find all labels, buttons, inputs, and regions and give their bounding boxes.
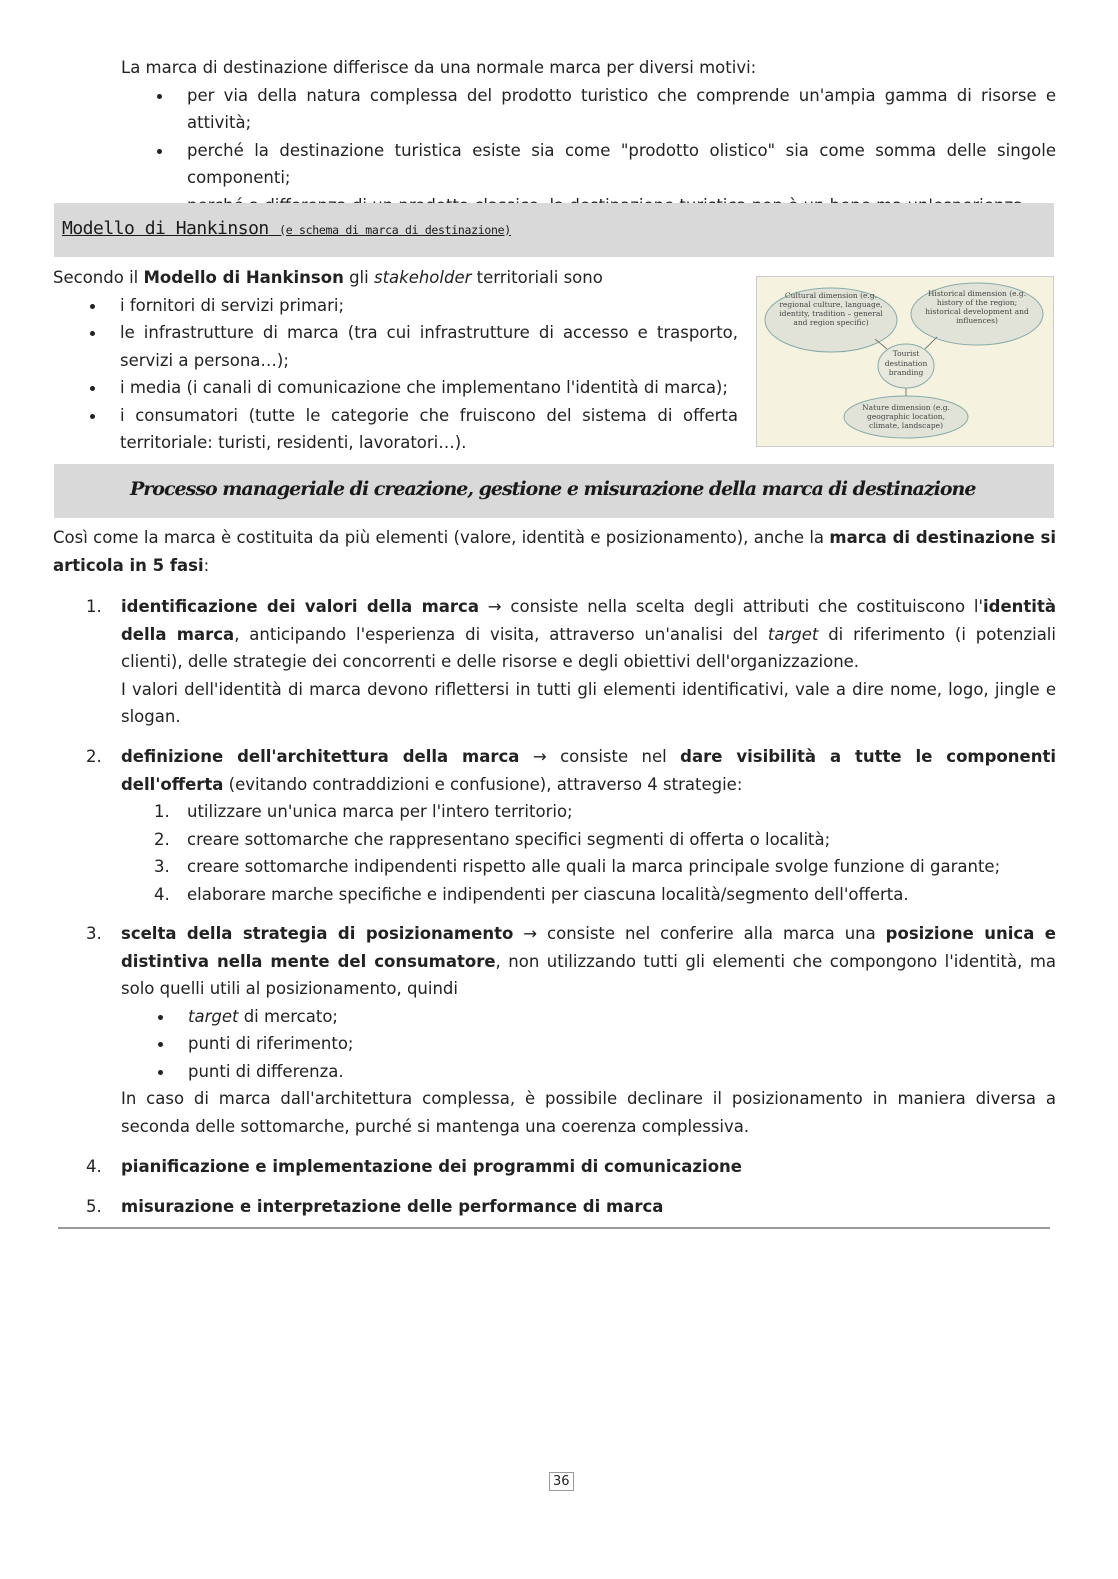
hankinson-lead-post: territoriali sono bbox=[471, 268, 603, 287]
step-2-text-a: consiste nel bbox=[560, 747, 681, 766]
step-1-title: identificazione dei valori della marca bbox=[121, 597, 479, 616]
strategy-2 bbox=[121, 826, 1056, 854]
step-2-number: 2. bbox=[86, 747, 102, 766]
hankinson-bullet-4: i consumatori (tutte le categorie che fruiscono del sistema di offerta territoriale: turisti, residenti, lavoratori…). bbox=[120, 402, 738, 457]
step-3-text-b: , non utilizzando tutti gli elementi che compongono l'identità, ma solo quelli utili al posizionamento, quindi bbox=[121, 951, 1057, 998]
strategy-1 bbox=[121, 798, 1056, 826]
step-1-arrow: → bbox=[478, 597, 511, 616]
intro-bullets bbox=[187, 82, 1056, 220]
process-intro bbox=[53, 524, 1056, 579]
step-3-para-2: In caso di marca dall'architettura complessa, è possibile declinare il posizionamento in maniera diversa a seconda delle sottomarche, purché si mantenga una coerenza complessiva. bbox=[121, 1089, 1056, 1136]
intro-lead: La marca di destinazione differisce da una normale marca per diversi motivi: bbox=[121, 58, 757, 77]
strategy-1-number: 1. bbox=[154, 802, 170, 821]
process-intro-post: : bbox=[203, 555, 210, 575]
step-3-bold: posizione unica e distintiva nella mente del consumatore bbox=[121, 924, 1056, 971]
step-1-italic: target bbox=[767, 624, 819, 644]
step-2 bbox=[121, 743, 1056, 798]
hankinson-diagram-svg bbox=[757, 277, 1053, 446]
positioning-bullet-1 bbox=[188, 1003, 1056, 1031]
step-2-strategies bbox=[121, 798, 1056, 908]
step-1-bold: identità della marca bbox=[121, 597, 1056, 644]
step-2-para bbox=[121, 743, 1056, 798]
step-3-para bbox=[121, 920, 1056, 1003]
step-1-number: 1. bbox=[86, 597, 102, 616]
strategy-3 bbox=[121, 853, 1056, 881]
positioning-bullet-1-text: di mercato; bbox=[238, 1006, 338, 1026]
strategy-3-text: creare sottomarche indipendenti rispetto alle quali la marca principale svolge funzione di garante; bbox=[187, 857, 1001, 876]
step-1 bbox=[121, 593, 1056, 731]
step-3 bbox=[121, 920, 1056, 1140]
historical-label: Historical dimension (e.g. history of the region; historical development and influences) bbox=[925, 289, 1029, 325]
strategy-3-number: 3. bbox=[154, 857, 170, 876]
strategy-2-text: creare sottomarche che rappresentano specifici segmenti di offerta o località; bbox=[187, 829, 831, 849]
hankinson-section bbox=[53, 264, 738, 457]
hankinson-bullet-3: i media (i canali di comunicazione che implementano l'identità di marca); bbox=[120, 374, 738, 402]
step-5-number: 5. bbox=[86, 1197, 102, 1216]
step-1-para bbox=[121, 593, 1056, 676]
step-4 bbox=[121, 1153, 1056, 1181]
hankinson-title: Modello di Hankinson bbox=[62, 218, 269, 239]
step-3-number: 3. bbox=[86, 924, 102, 943]
positioning-bullets bbox=[188, 1003, 1056, 1086]
step-2-arrow: → bbox=[519, 747, 561, 766]
hankinson-lead bbox=[53, 264, 738, 292]
step-4-title: pianificazione e implementazione dei programmi di comunicazione bbox=[121, 1157, 742, 1176]
process-intro-pre: Così come la marca è costituita da più elementi (valore, identità e posizionamento), anche la bbox=[53, 528, 830, 547]
step-3-arrow: → bbox=[513, 924, 548, 943]
strategy-4-number: 4. bbox=[154, 884, 170, 904]
step-3-title: scelta della strategia di posizionamento bbox=[121, 924, 514, 943]
intro-bullet-2: perché la destinazione turistica esiste sia come "prodotto olistico" sia come somma delle singole componenti; bbox=[187, 137, 1056, 192]
strategy-4-text: elaborare marche specifiche e indipendenti per ciascuna località/segmento dell'offerta. bbox=[187, 884, 909, 904]
bottom-divider bbox=[58, 1227, 1050, 1229]
positioning-bullet-1-italic: target bbox=[188, 1006, 239, 1026]
hankinson-lead-pre: Secondo il bbox=[53, 268, 144, 287]
hankinson-lead-italic: stakeholder bbox=[373, 268, 472, 287]
hankinson-bullet-1: i fornitori di servizi primari; bbox=[120, 292, 738, 320]
hankinson-diagram bbox=[756, 276, 1054, 447]
process-intro-bold: marca di destinazione si articola in 5 fasi bbox=[53, 528, 1056, 575]
strategy-1-text: utilizzare un'unica marca per l'intero territorio; bbox=[187, 802, 573, 821]
step-5-title: misurazione e interpretazione delle performance di marca bbox=[121, 1197, 664, 1216]
step-1-text-a: consiste nella scelta degli attributi che costituiscono l' bbox=[510, 597, 984, 616]
nature-label: Nature dimension (e.g. geographic location, climate, landscape) bbox=[862, 403, 950, 430]
hankinson-subtitle: (e schema di marca di destinazione) bbox=[279, 223, 511, 237]
hankinson-bullets bbox=[120, 292, 738, 457]
step-2-text-b: (evitando contraddizioni e confusione), attraverso 4 strategie: bbox=[223, 774, 743, 794]
step-2-title: definizione dell'architettura della marca bbox=[121, 747, 520, 766]
hankinson-heading bbox=[62, 218, 511, 239]
page-number: 36 bbox=[549, 1472, 574, 1491]
strategy-4 bbox=[121, 881, 1056, 909]
step-5 bbox=[121, 1193, 1056, 1221]
center-label: Tourist destination branding bbox=[884, 349, 928, 377]
positioning-bullet-2: punti di riferimento; bbox=[188, 1030, 1056, 1058]
step-3-text-a: consiste nel conferire alla marca una bbox=[547, 924, 886, 943]
step-1-text-c: di riferimento (i potenziali clienti), delle strategie dei concorrenti e delle risorse e degli obiettivi dell'organizzazione. bbox=[121, 624, 1056, 671]
step-1-para-2: I valori dell'identità di marca devono riflettersi in tutti gli elementi identificativi, vale a dire nome, logo, jingle e slogan. bbox=[121, 679, 1056, 726]
intro-section bbox=[121, 54, 1056, 219]
step-1-text-b: , anticipando l'esperienza di visita, attraverso un'analisi del bbox=[234, 624, 768, 644]
cultural-label: Cultural dimension (e.g. regional culture, language, identity, tradition – general and region specific) bbox=[779, 291, 883, 327]
strategy-2-number: 2. bbox=[154, 829, 170, 849]
hankinson-bullet-2: le infrastrutture di marca (tra cui infrastrutture di accesso e trasporto, servizi a persona…); bbox=[120, 319, 738, 374]
hankinson-lead-bold: Modello di Hankinson bbox=[143, 268, 344, 287]
process-heading: Processo manageriale di creazione, gestione e misurazione della marca di destinazione bbox=[130, 478, 976, 500]
intro-bullet-1: per via della natura complessa del prodotto turistico che comprende un'ampia gamma di risorse e attività; bbox=[187, 82, 1056, 137]
hankinson-lead-mid: gli bbox=[343, 268, 374, 287]
step-2-bold: dare visibilità a tutte le componenti dell'offerta bbox=[121, 747, 1056, 794]
positioning-bullet-3: punti di differenza. bbox=[188, 1058, 1056, 1086]
step-4-number: 4. bbox=[86, 1157, 102, 1176]
